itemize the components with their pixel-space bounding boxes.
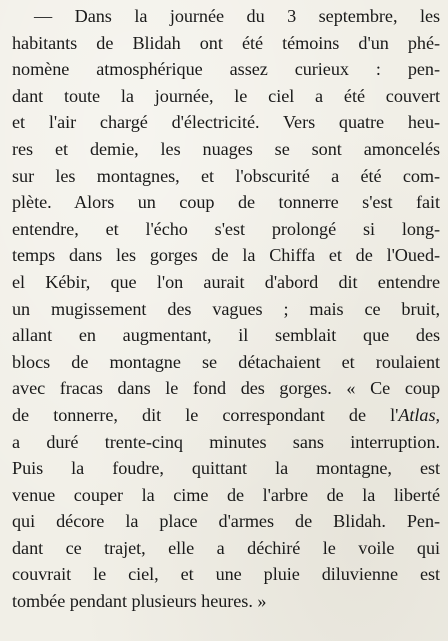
text-line-23: tombée pendant plusieurs heures. » [12, 591, 267, 612]
text-line-3: nomène atmosphérique assez curieux : pen- [12, 59, 440, 80]
text-line-4: dant toute la journée, le ciel a été couvert [12, 85, 440, 106]
text-line-16-start: de tonnerre, dit le correspondant de l' [12, 404, 399, 425]
text-line-20: qui décore la place d'armes de Blidah. Pen- [12, 511, 440, 532]
text-line-11: el Kébir, que l'on aurait d'abord dit entendre [12, 271, 440, 292]
text-line-17: a duré trente-cinq minutes sans interruption. [12, 431, 440, 452]
text-line-6: res et demie, les nuages se sont amoncelés [12, 138, 440, 159]
text-line-21: dant ce trajet, elle a déchiré le voile qui [12, 537, 440, 558]
atlas-comma: , [435, 404, 440, 425]
text-line-14: blocs de montagne se détachaient et roulaient [12, 351, 440, 372]
text-line-19: venue couper la cime de l'arbre de la liberté [12, 484, 440, 505]
text-line-9: entendre, et l'écho s'est prolongé si long- [12, 218, 440, 239]
text-line-5: et l'air chargé d'électricité. Vers quatre heu- [12, 112, 440, 133]
text-line-15: avec fracas dans le fond des gorges. « Ce coup [12, 378, 440, 399]
text-line-1: — Dans la journée du 3 septembre, les [34, 6, 440, 26]
text-line-2: habitants de Blidah ont été témoins d'un phé- [12, 32, 440, 53]
text-line-12: un mugissement des vagues ; mais ce bruit, [12, 298, 440, 319]
atlas-italic: Atlas [398, 404, 436, 425]
text-line-18: Puis la foudre, quittant la montagne, est [12, 458, 440, 479]
article-text [12, 3, 440, 615]
text-line-16 [12, 402, 440, 429]
text-line-10: temps dans les gorges de la Chiffa et de l'Oued- [12, 245, 440, 266]
text-line-13: allant en augmentant, il semblait que des [12, 325, 440, 346]
text-line-8: plète. Alors un coup de tonnerre s'est fait [12, 192, 440, 213]
text-line-7: sur les montagnes, et l'obscurité a été com- [12, 165, 440, 186]
text-line-22: couvrait le ciel, et une pluie diluvienne est [12, 564, 440, 585]
